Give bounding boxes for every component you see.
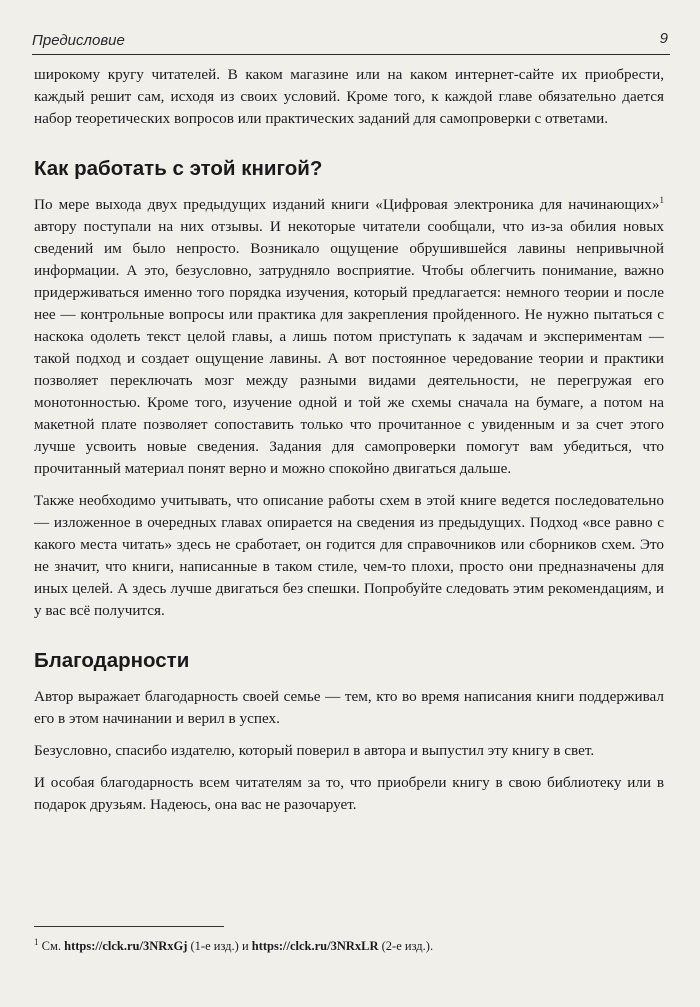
- footnote-reference: 1: [659, 194, 664, 205]
- footnote-link-2[interactable]: https://clck.ru/3NRxLR: [251, 939, 379, 953]
- heading-acknowledgements: Благодарности: [34, 649, 190, 672]
- footnote-divider: [34, 926, 224, 927]
- heading-how-to-work: Как работать с этой книгой?: [34, 157, 323, 180]
- paragraph-how-to-work-2: Также необходимо учитывать, что описание работы схем в этой книге ведется последовательно — изложенное в очередных главах опирается на сведения из предыдущих. Подход «все равно с какого места читать» здесь не сработает, он годится для справочников или сборников схем. Это не значит, что книги, написанные в таком стиле, чем-то плохи, просто они предназначены для иных целей. А здесь лучше двигаться без спешки. Попробуйте следовать этим рекомендациям, и у вас всё получится.: [34, 492, 664, 619]
- running-header-section: Предисловие: [32, 32, 125, 49]
- paragraph-acknowledgements-2: Безусловно, спасибо издателю, который поверил в автора и выпустил эту книгу в свет.: [34, 742, 595, 759]
- paragraph-text: автору поступали на них отзывы. И некоторые читатели сообщали, что из-за обилия новых сведений им было непросто. Возникало ощущение обрушившейся лавины непривычной информации. А это, безусловно, затрудняло восприятие. Чтобы облегчить понимание, важно придерживаться именно того порядка изучения, который предлагается: немного теории и после нее — контрольные вопросы или практика для закрепления пройденного. Не нужно пытаться с наскока одолеть текст целой главы, а лишь потом приступать к задачам и экспериментам — такой подход и создает ощущение лавины. А вот постоянное чередование теории и практики позволяет переключать мозг между разными видами деятельности, не перегружая его монотонностью. Кроме того, изучение одной и той же схемы сначала на бумаге, а потом на макетной плате позволяет сопоставить только что прочитанное с увиденным и за счет этого лучше усвоить новые сведения. Задания для самопроверки помогут вам убедиться, что прочитанный материал понят верно и можно спокойно двигаться дальше.: [34, 218, 664, 477]
- footnote-prefix: См.: [38, 939, 65, 953]
- footnote-link-1[interactable]: https://clck.ru/3NRxGj: [64, 939, 188, 953]
- page-number: 9: [659, 30, 668, 47]
- footnote-edition-1: (1-е изд.) и: [187, 939, 252, 953]
- paragraph-intro: широкому кругу читателей. В каком магазине или на каком интернет-сайте их приобрести, каждый решит сам, исходя из своих условий. Кроме того, к каждой главе обязательно дается набор теоретических вопросов или практических заданий для самопроверки с ответами.: [34, 66, 664, 127]
- footnote-mark: 1: [34, 936, 39, 947]
- paragraph-acknowledgements-1: Автор выражает благодарность своей семье — тем, кто во время написания книги поддерживал его в этом начинании и верил в успех.: [34, 688, 664, 727]
- paragraph-acknowledgements-3: И особая благодарность всем читателям за то, что приобрели книгу в свою библиотеку или в подарок друзьям. Надеюсь, она вас не разочарует.: [34, 774, 664, 813]
- footnote-edition-2: (2-е изд.).: [378, 939, 434, 953]
- paragraph-how-to-work-1: [34, 194, 664, 480]
- footnote: [34, 938, 664, 954]
- page-body: [34, 64, 664, 826]
- paragraph-text: По мере выхода двух предыдущих изданий книги «Цифровая электроника для начинающих»: [34, 196, 660, 213]
- running-header: [32, 30, 670, 55]
